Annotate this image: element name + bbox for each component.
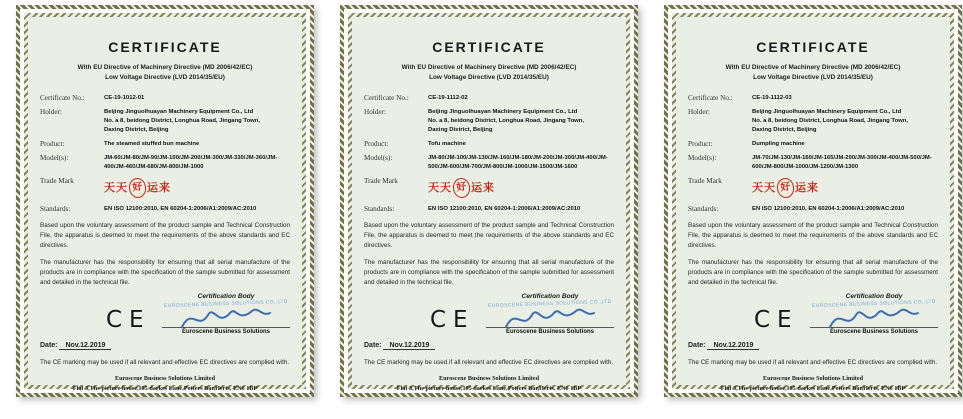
trademark-circle-glyph: 好 <box>776 177 796 199</box>
row-models <box>364 154 614 172</box>
holder-address-line1: No. a 8, beidong District, Longhua Road, Jingang Town, <box>752 117 908 124</box>
standards-value: EN ISO 12100:2010, EN 60204-1:2006/A1:2009/AC:2010 <box>752 205 905 212</box>
trademark-value <box>752 177 938 200</box>
manufacturer-paragraph: The manufacturer has the responsibility for ensuring that all serial manufacture of the products are in compliance with the specification of the sample submitted for assessment and detailed in the technical file. <box>40 259 290 287</box>
certification-stamp-text: EUROSCENE BUSINESS SOLUTIONS CO.,LTD <box>488 298 612 309</box>
trademark-circle-glyph: 好 <box>452 177 472 199</box>
date-line <box>364 342 435 349</box>
certification-body-block <box>486 293 614 335</box>
directive-line-2: Low Voltage Directive (LVD 2014/35/EU) <box>753 74 873 82</box>
date-value: Nov.12.2019 <box>707 342 759 350</box>
directive-line-1: With EU Directive of Machinery Directive (MD 2006/42/EC) <box>401 64 577 71</box>
assessment-paragraph: Based upon the voluntary assessment of the product sample and Technical Construction File, the apparatus is deemed to meet the requirements of the above standards and EC directives. <box>364 222 614 250</box>
date-label: Date: <box>364 341 382 349</box>
certification-body-title: Certification Body <box>197 292 255 300</box>
holder-address-line1: No. a 8, beidong District, Longhua Road, Jingang Town, <box>428 117 584 124</box>
ce-marking-paragraph: The CE marking may be used if all relevant and effective EC directives are complied with. <box>364 358 614 366</box>
date-value: Nov.12.2019 <box>59 342 111 350</box>
holder-value <box>428 108 614 135</box>
models-value: JM-80/JM-100/JM-130/JM-160/JM-180/JM-200/JM-300/JM-400/JM-500/JM-600/JM-700/JM-800/JM-1000/JM-1500/JM-1600 <box>428 155 608 171</box>
directives-block <box>40 63 290 84</box>
row-trademark <box>688 177 938 200</box>
product-value: The steamed stuffed bun machine <box>104 141 200 148</box>
certificate-card <box>664 5 962 397</box>
certificate-no-value: CE-19-1112-02 <box>428 94 468 101</box>
trademark-right-text: 运来 <box>471 181 495 194</box>
trademark-logo-icon <box>428 178 614 198</box>
certificate-card <box>340 5 638 397</box>
holder-address-line1: No. a 8, beidong District, Longhua Road, Jingang Town, <box>104 117 260 124</box>
standards-label: Standards: <box>688 204 719 213</box>
standards-label: Standards: <box>40 204 71 213</box>
certificate-card <box>16 5 314 397</box>
details-table <box>364 94 614 215</box>
certificate-no-label: Certificate No.: <box>40 93 85 102</box>
date-label: Date: <box>40 341 58 349</box>
holder-label: Holder: <box>40 107 62 116</box>
date-value: Nov.12.2019 <box>383 342 435 350</box>
directive-line-2: Low Voltage Directive (LVD 2014/35/EU) <box>105 74 225 82</box>
certificate-no-value: CE-19-1012-01 <box>104 94 145 101</box>
trademark-value <box>104 177 290 200</box>
footer-address: Flat 3,The picture house,195 darkes Lane,Potters Bar,Herts, EN6 1BP <box>72 385 258 393</box>
row-models <box>688 154 938 172</box>
row-models <box>40 154 290 172</box>
signature-section <box>364 293 614 351</box>
trademark-value <box>428 177 614 200</box>
row-trademark <box>364 177 614 200</box>
row-holder <box>364 108 614 135</box>
footer-block <box>364 374 614 395</box>
holder-address-line2: Daxing District, Beijing <box>104 126 169 133</box>
row-product <box>364 140 614 149</box>
certification-body-block <box>162 293 290 335</box>
certification-body-org: Euroscene Business Solutions <box>810 327 938 335</box>
row-certificate-no <box>364 94 614 103</box>
standards-value: EN ISO 12100:2010, EN 60204-1:2006/A1:2009/AC:2010 <box>104 205 257 212</box>
signature-section <box>40 293 290 351</box>
trademark-left-text: 天天 <box>752 181 776 194</box>
footer-block <box>688 374 938 395</box>
standards-value: EN ISO 12100:2010, EN 60204-1:2006/A1:2009/AC:2010 <box>428 205 581 212</box>
certification-body-org: Euroscene Business Solutions <box>486 327 614 335</box>
manufacturer-paragraph: The manufacturer has the responsibility for ensuring that all serial manufacture of the products are in compliance with the specification of the sample submitted for assessment and detailed in the technical file. <box>364 259 614 287</box>
ce-marking-paragraph: The CE marking may be used if all relevant and effective EC directives are complied with. <box>40 358 290 366</box>
product-label: Product: <box>364 140 389 149</box>
row-product <box>688 140 938 149</box>
certificate-title: CERTIFICATE <box>756 39 870 55</box>
directive-line-1: With EU Directive of Machinery Directive (MD 2006/42/EC) <box>77 64 253 71</box>
certificate-title: CERTIFICATE <box>108 39 222 55</box>
date-line <box>40 342 111 349</box>
models-value: JM-70/JM-130/JM-160/JM-165/JM-200/JM-300/JM-400/JM-500/JM-600/JM-800/JM-1000/JM-1200/JM-1300 <box>752 155 932 171</box>
ce-mark-icon: CE <box>430 306 475 333</box>
certificate-no-label: Certificate No.: <box>688 93 733 102</box>
date-label: Date: <box>688 341 706 349</box>
footer-org: Euroscene Business Solutions Limited <box>438 374 540 382</box>
holder-label: Holder: <box>688 107 710 116</box>
assessment-paragraph: Based upon the voluntary assessment of the product sample and Technical Construction File, the apparatus is deemed to meet the requirements of the above standards and EC directives. <box>688 222 938 250</box>
assessment-paragraph: Based upon the voluntary assessment of the product sample and Technical Construction File, the apparatus is deemed to meet the requirements of the above standards and EC directives. <box>40 222 290 250</box>
certification-stamp-text: EUROSCENE BUSINESS SOLUTIONS CO.,LTD <box>164 298 288 309</box>
product-label: Product: <box>40 140 65 149</box>
product-value: Tofu machine <box>428 141 466 148</box>
footer-org: Euroscene Business Solutions Limited <box>114 374 216 382</box>
holder-address-line2: Daxing District, Beijing <box>752 126 817 133</box>
certification-body-title: Certification Body <box>845 292 903 300</box>
holder-value <box>752 108 938 135</box>
ce-marking-paragraph: The CE marking may be used if all relevant and effective EC directives are complied with. <box>688 358 938 366</box>
date-line <box>688 342 759 349</box>
signature-section <box>688 293 938 351</box>
trademark-logo-icon <box>104 178 290 198</box>
models-label: Model(s): <box>364 154 393 163</box>
certificate-body <box>348 13 630 393</box>
trademark-left-text: 天天 <box>428 181 452 194</box>
holder-label: Holder: <box>364 107 386 116</box>
row-holder <box>688 108 938 135</box>
product-value: Dumpling machine <box>752 141 805 148</box>
row-certificate-no <box>688 94 938 103</box>
row-standards <box>40 205 290 214</box>
holder-value <box>104 108 290 135</box>
footer-block <box>40 374 290 395</box>
row-certificate-no <box>40 94 290 103</box>
certificate-body <box>672 13 954 393</box>
holder-address-line2: Daxing District, Beijing <box>428 126 493 133</box>
directive-line-1: With EU Directive of Machinery Directive (MD 2006/42/EC) <box>725 64 901 71</box>
holder-name: Beijing Jinguolhuayan Machinery Equipment Co., Ltd <box>104 108 254 115</box>
models-label: Model(s): <box>688 154 717 163</box>
row-product <box>40 140 290 149</box>
directives-block <box>688 63 938 84</box>
row-standards <box>688 205 938 214</box>
details-table <box>688 94 938 215</box>
product-label: Product: <box>688 140 713 149</box>
certification-body-org: Euroscene Business Solutions <box>162 327 290 335</box>
row-trademark <box>40 177 290 200</box>
certificate-no-label: Certificate No.: <box>364 93 409 102</box>
trademark-circle-glyph: 好 <box>128 177 148 199</box>
certification-body-block <box>810 293 938 335</box>
certification-stamp-text: EUROSCENE BUSINESS SOLUTIONS CO.,LTD <box>812 298 936 309</box>
models-label: Model(s): <box>40 154 69 163</box>
trademark-right-text: 运来 <box>147 181 171 194</box>
trademark-label: Trade Mark <box>40 177 74 186</box>
trademark-right-text: 运来 <box>795 181 819 194</box>
footer-address: Flat 3,The picture house,195 darkes Lane,Potters Bar,Herts, EN6 1BP <box>396 385 582 393</box>
holder-name: Beijing Jinguolhuayan Machinery Equipment Co., Ltd <box>428 108 578 115</box>
row-standards <box>364 205 614 214</box>
certificate-body <box>24 13 306 393</box>
ce-mark-icon: CE <box>754 306 799 333</box>
standards-label: Standards: <box>364 204 395 213</box>
trademark-label: Trade Mark <box>364 177 398 186</box>
ce-mark-icon: CE <box>106 306 151 333</box>
details-table <box>40 94 290 215</box>
certification-body-title: Certification Body <box>521 292 579 300</box>
footer-address: Flat 3,The picture house,195 darkes Lane,Potters Bar,Herts, EN6 1BP <box>720 385 906 393</box>
trademark-label: Trade Mark <box>688 177 722 186</box>
holder-name: Beijing Jinguolhuayan Machinery Equipment Co., Ltd <box>752 108 902 115</box>
directives-block <box>364 63 614 84</box>
directive-line-2: Low Voltage Directive (LVD 2014/35/EU) <box>429 74 549 82</box>
trademark-logo-icon <box>752 178 938 198</box>
models-value: JM-60/JM-80/JM-90/JM-100/JM-200/JM-300/JM-330/JM-360/JM-400/JM-460/JM-680/JM-800/JM-1000 <box>104 155 278 171</box>
row-holder <box>40 108 290 135</box>
footer-org: Euroscene Business Solutions Limited <box>762 374 864 382</box>
certificate-title: CERTIFICATE <box>432 39 546 55</box>
certificate-no-value: CE-19-1112-03 <box>752 94 792 101</box>
manufacturer-paragraph: The manufacturer has the responsibility for ensuring that all serial manufacture of the products are in compliance with the specification of the sample submitted for assessment and detailed in the technical file. <box>688 259 938 287</box>
trademark-left-text: 天天 <box>104 181 128 194</box>
